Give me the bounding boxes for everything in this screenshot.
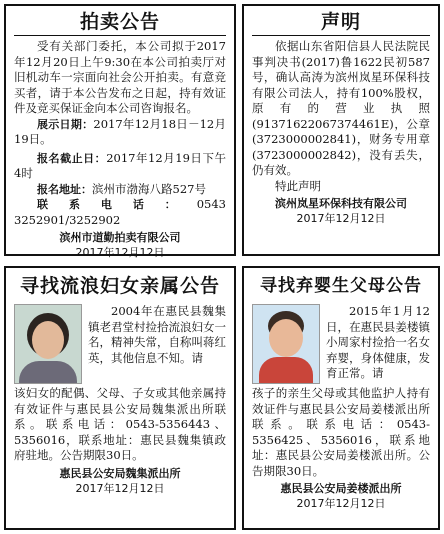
auction-deadline	[14, 151, 226, 182]
baby-photo	[252, 304, 320, 384]
auction-deadline-label: 报名截止日：	[37, 151, 107, 165]
baby-body-side: 2015年1月12日，在惠民县姜楼镇小周家村捡拾一名女弃婴，身体健康，发育正常。请	[326, 304, 430, 380]
woman-notice	[4, 266, 236, 530]
statement-body: 依据山东省阳信县人民法院民事判决书(2017)鲁1622民初587号，确认高涛为滨州岚星环保科技有限公司法人，持有100%股权，原有的营业执照(91371622067374461E)，公章(3723000002841)，财务专用章(3723000002842)，没有丢失，仍有效。	[252, 39, 430, 177]
baby-org: 惠民县公安局姜楼派出所	[280, 482, 402, 495]
auction-notice	[4, 4, 236, 259]
baby-title: 寻找弃婴生父母公告	[260, 276, 422, 296]
baby-photo-face	[269, 319, 303, 357]
woman-title: 寻找流浪妇女亲属公告	[19, 275, 220, 297]
statement-date: 2017年12月12日	[296, 212, 386, 225]
auction-phone	[14, 197, 226, 228]
baby-body-full: 孩子的亲生父母或其他监护人持有效证件与惠民县公安局姜楼派出所联系。联系电话：0543-5356425、5356016，联系地址：惠民县公安局姜楼派出所。公告期限30日。	[252, 386, 430, 478]
auction-show-dates	[14, 117, 226, 148]
auction-address-value: 滨州市渤海八路527号	[92, 181, 206, 196]
auction-show-label: 展示日期：	[37, 117, 94, 131]
baby-notice	[242, 266, 440, 530]
woman-org: 惠民县公安局魏集派出所	[59, 466, 181, 480]
auction-phone-value: 0543 3252901/3252902	[14, 197, 226, 227]
woman-photo-row	[6, 298, 234, 386]
woman-body-side: 2004年在惠民县魏集镇老君堂村捡拾流浪妇女一名，精神失常，自称叫蒋红英，其他信息不知。请	[88, 304, 226, 365]
baby-date: 2017年12月12日	[296, 497, 386, 510]
woman-photo-shoulders	[19, 361, 77, 384]
auction-deadline-value: 2017年12月19日下午4时	[14, 150, 226, 180]
auction-body: 受有关部门委托，本公司拟于2017年12月20日上午9:30在本公司拍卖厅对旧机动车一宗面向社会公开拍卖。有意竞买者，请于本公告发布之日起，持有效证件及竞买保证金向本公司咨询报名。	[14, 39, 226, 115]
auction-title: 拍卖公告	[79, 11, 160, 33]
auction-date: 2017年12月12日	[75, 246, 165, 259]
auction-address-label: 报名地址：	[37, 182, 92, 196]
auction-address	[14, 182, 226, 198]
woman-photo-face	[32, 321, 64, 359]
statement-title-rule	[252, 35, 430, 36]
auction-org: 滨州市道勤拍卖有限公司	[59, 231, 181, 244]
baby-photo-row	[244, 298, 438, 386]
woman-date: 2017年12月12日	[75, 481, 165, 495]
statement-title: 声明	[320, 11, 361, 33]
statement-closing: 特此声明	[275, 178, 321, 193]
auction-title-rule	[14, 35, 226, 36]
woman-photo	[14, 304, 82, 384]
auction-show-value: 2017年12月18日－12月19日。	[14, 116, 226, 146]
auction-phone-label: 联系电话：	[37, 198, 197, 211]
baby-photo-body	[259, 357, 313, 384]
statement-notice	[242, 4, 440, 256]
statement-org: 滨州岚星环保科技有限公司	[275, 197, 407, 210]
woman-body-full: 该妇女的配偶、父母、子女或其他亲属持有效证件与惠民县公安局魏集派出所联系。联系电话：0543-5356443、5356016，联系地址：惠民县魏集镇政府驻地。公告期限30日。	[14, 386, 226, 462]
